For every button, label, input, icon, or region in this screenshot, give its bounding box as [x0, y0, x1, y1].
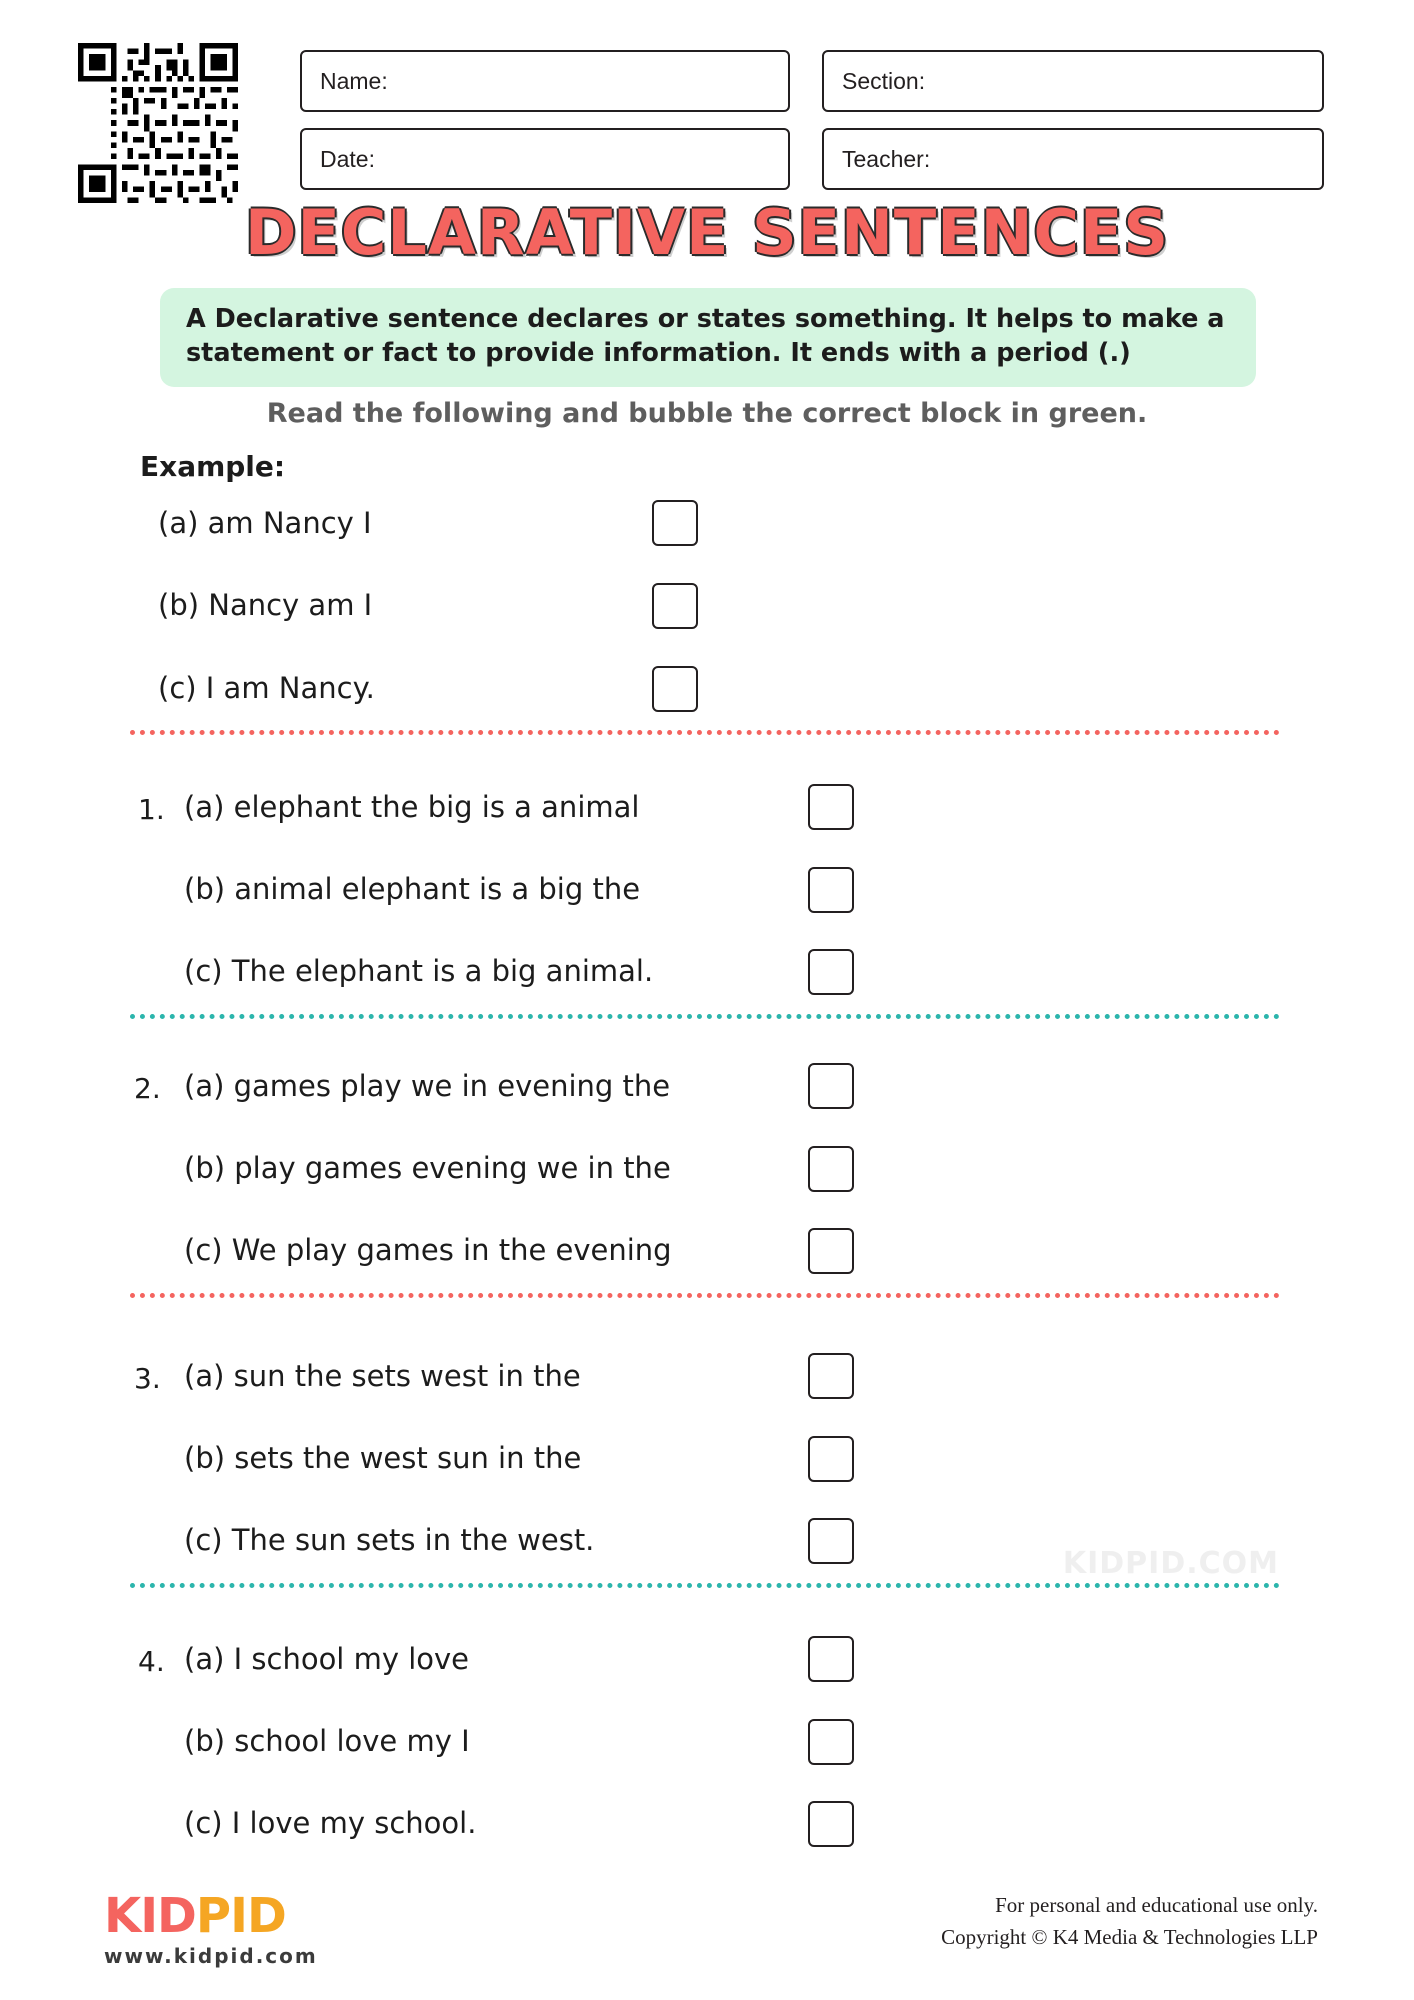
option-bubble[interactable]	[808, 1801, 854, 1847]
name-field-label: Name:	[320, 67, 388, 94]
option-text: (c) The sun sets in the west.	[184, 1523, 595, 1557]
definition-box: A Declarative sentence declares or states something. It helps to make a statement or fact to provide information. It ends with a period (.)	[160, 288, 1256, 387]
instruction-text: Read the following and bubble the correct block in green.	[266, 398, 1148, 429]
section-field-label: Section:	[842, 67, 926, 94]
option-bubble[interactable]	[808, 1518, 854, 1564]
option-text: (b) school love my I	[184, 1724, 470, 1758]
option-text: (c) I am Nancy.	[158, 671, 375, 705]
option-text: (c) We play games in the evening	[184, 1233, 672, 1267]
divider-teal	[130, 1583, 1280, 1588]
logo-pid-text: PID	[195, 1888, 286, 1944]
option-text: (b) sets the west sun in the	[184, 1441, 582, 1475]
page-title: DECLARATIVE SENTENCES	[245, 196, 1169, 269]
option-text: (b) Nancy am I	[158, 588, 373, 622]
option-bubble[interactable]	[808, 867, 854, 913]
option-bubble[interactable]	[808, 1636, 854, 1682]
qr-code-icon	[78, 43, 238, 203]
example-label: Example:	[140, 450, 286, 483]
section-field[interactable]	[822, 50, 1324, 112]
option-text: (c) I love my school.	[184, 1806, 477, 1840]
option-text: (b) animal elephant is a big the	[184, 872, 641, 906]
option-bubble[interactable]	[808, 949, 854, 995]
option-text: (c) The elephant is a big animal.	[184, 954, 654, 988]
date-field[interactable]	[300, 128, 790, 190]
option-bubble[interactable]	[808, 1719, 854, 1765]
option-text: (a) games play we in evening the	[184, 1069, 671, 1103]
logo-url: www.kidpid.com	[104, 1944, 318, 1968]
teacher-field[interactable]	[822, 128, 1324, 190]
divider-red	[130, 1293, 1280, 1298]
option-text: (a) sun the sets west in the	[184, 1359, 581, 1393]
option-bubble[interactable]	[808, 1063, 854, 1109]
copyright-block	[941, 1890, 1318, 1953]
kidpid-logo	[104, 1888, 286, 1944]
option-bubble[interactable]	[808, 1353, 854, 1399]
date-field-label: Date:	[320, 145, 375, 172]
option-bubble[interactable]	[808, 784, 854, 830]
option-bubble[interactable]	[652, 583, 698, 629]
name-field[interactable]	[300, 50, 790, 112]
watermark: KIDPID.COM	[1062, 1546, 1279, 1581]
option-text: (a) I school my love	[184, 1642, 470, 1676]
option-bubble[interactable]	[808, 1146, 854, 1192]
option-text: (b) play games evening we in the	[184, 1151, 671, 1185]
logo-kid-text: KID	[104, 1888, 196, 1944]
copyright-line-1: For personal and educational use only.	[995, 1893, 1318, 1917]
option-bubble[interactable]	[652, 666, 698, 712]
option-text: (a) elephant the big is a animal	[184, 790, 640, 824]
worksheet-header	[0, 38, 1414, 218]
teacher-field-label: Teacher:	[842, 145, 931, 172]
question-number: 3.	[134, 1362, 161, 1395]
option-bubble[interactable]	[808, 1436, 854, 1482]
question-number: 2.	[134, 1072, 161, 1105]
divider-teal	[130, 1014, 1280, 1019]
question-number: 4.	[138, 1645, 165, 1678]
copyright-line-2: Copyright © K4 Media & Technologies LLP	[941, 1924, 1318, 1949]
option-bubble[interactable]	[808, 1228, 854, 1274]
question-number: 1.	[138, 793, 165, 826]
option-text: (a) am Nancy I	[158, 506, 372, 540]
divider-red	[130, 730, 1280, 735]
option-bubble[interactable]	[652, 500, 698, 546]
